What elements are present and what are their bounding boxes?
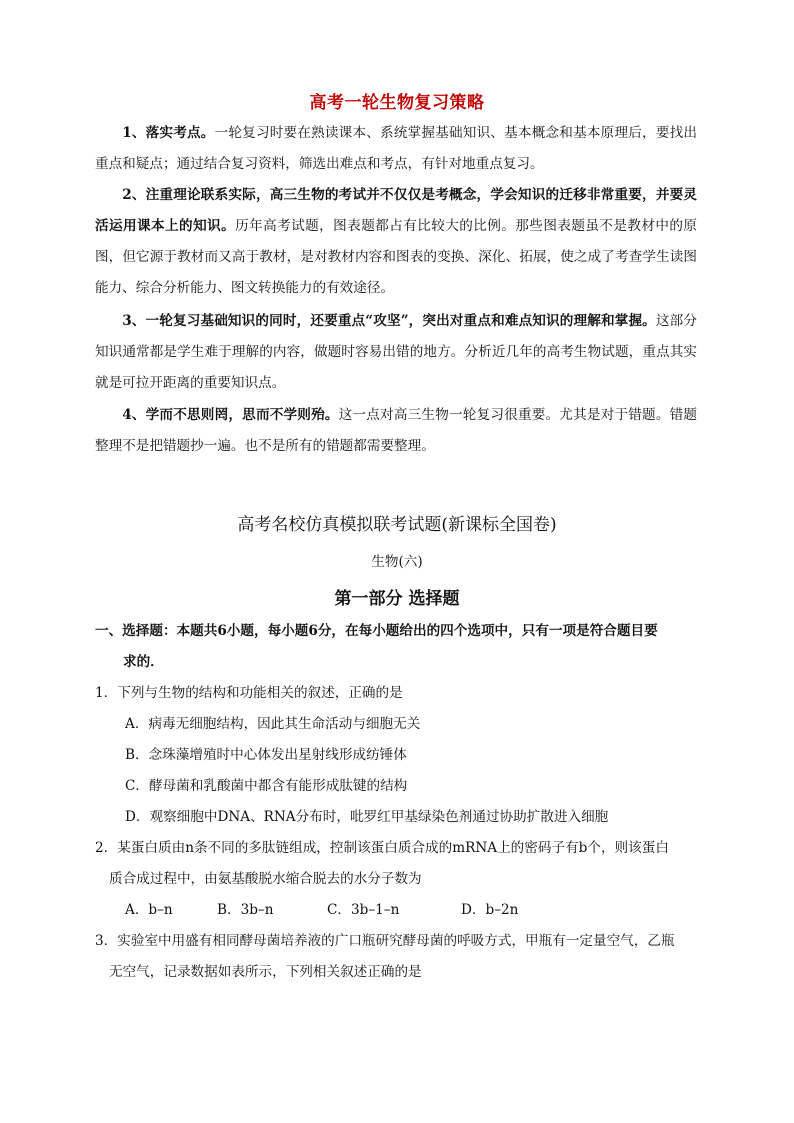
- paragraph-4-heading: 4、学而不思则罔，思而不学则殆。: [122, 407, 339, 423]
- paragraph-1-text: 一轮复习时要在熟读课本、系统掌握基础知识、基本概念和基本原理后，要找出重点和疑点；通过结合复习资料，筛选出难点和考点，有针对地重点复习。: [95, 125, 697, 172]
- paragraph-3-heading: 3、一轮复习基础知识的同时，还要重点“攻坚”，突出对重点和难点知识的理解和掌握。: [122, 313, 656, 329]
- question-3-stem-line-1: 3．实验室中用盛有相同酵母菌培养液的广口瓶研究酵母菌的呼吸方式，甲瓶有一定量空气，乙瓶: [95, 933, 675, 949]
- paragraph-2-text: 历年高考试题，图表题都占有比较大的比例。那些图表题虽不是教材中的原图，但它源于教材而又高于教材，是对教材内容和图表的变换、深化、拓展，使之成了考查学生读图能力、综合分析能力、图文转换能力的有效途径。: [95, 218, 698, 296]
- question-2-option-c: C．3b–1–n: [327, 902, 400, 918]
- section-instructions: [95, 616, 697, 678]
- question-1-option-d: D．观察细胞中DNA、RNA分布时，吡罗红甲基绿染色剂通过协助扩散进入细胞: [125, 809, 609, 825]
- strategy-paragraph-2: [95, 180, 697, 304]
- instructions-line-1: 一、选择题：本题共6小题，每小题6分，在每小题给出的四个选项中，只有一项是符合题目要: [95, 623, 658, 639]
- strategy-paragraph-1: [95, 118, 697, 180]
- question-2-stem: [95, 833, 697, 895]
- paragraph-4-text: 这一点对高三生物一轮复习很重要。尤其是对于错题。错题整理不是把错题抄一遍。也不是所有的错题都需要整理。: [95, 407, 698, 454]
- strategy-title: 高考一轮生物复习策略: [309, 93, 485, 113]
- question-1-stem: 1．下列与生物的结构和功能相关的叙述，正确的是: [95, 685, 403, 701]
- strategy-paragraph-3: [95, 306, 697, 399]
- question-2-stem-line-1: 2．某蛋白质由n条不同的多肽链组成，控制该蛋白质合成的mRNA上的密码子有b个，则该蛋白: [95, 840, 669, 856]
- paragraph-3-text: 这部分知识通常都是学生难于理解的内容，做题时容易出错的地方。分析近几年的高考生物试题，重点其实就是可拉开距离的重要知识点。: [95, 313, 697, 391]
- strategy-paragraph-4: [95, 400, 697, 462]
- paragraph-1-heading: 1、落实考点。: [122, 125, 215, 141]
- exam-title: 高考名校仿真模拟联考试题(新课标全国卷): [237, 515, 557, 535]
- question-1-option-a: A．病毒无细胞结构，因此其生命活动与细胞无关: [125, 716, 421, 732]
- paragraph-2-heading: 2、注重理论联系实际，高三生物的考试并不仅仅是考概念，学会知识的迁移非常重要，并要灵活运用课本上的知识。: [95, 187, 697, 234]
- question-3-stem-line-2: 无空气，记录数据如表所示，下列相关叙述正确的是: [109, 964, 422, 980]
- question-1-option-c: C．酵母菌和乳酸菌中都含有能形成肽键的结构: [125, 778, 408, 794]
- question-2-option-d: D．b–2n: [461, 902, 519, 918]
- question-2-stem-line-2: 质合成过程中，由氨基酸脱水缩合脱去的水分子数为: [109, 871, 422, 887]
- instructions-line-2: 求的．: [123, 654, 164, 670]
- part-title: 第一部分 选择题: [334, 589, 460, 609]
- exam-subject: 生物(六): [371, 554, 423, 570]
- question-2-option-b: B．3b–n: [217, 902, 274, 918]
- question-2-option-a: A．b–n: [125, 902, 173, 918]
- question-3-stem: [95, 926, 697, 988]
- question-2-options: [125, 895, 685, 926]
- question-1-option-b: B．念珠藻增殖时中心体发出星射线形成纺锤体: [125, 747, 407, 763]
